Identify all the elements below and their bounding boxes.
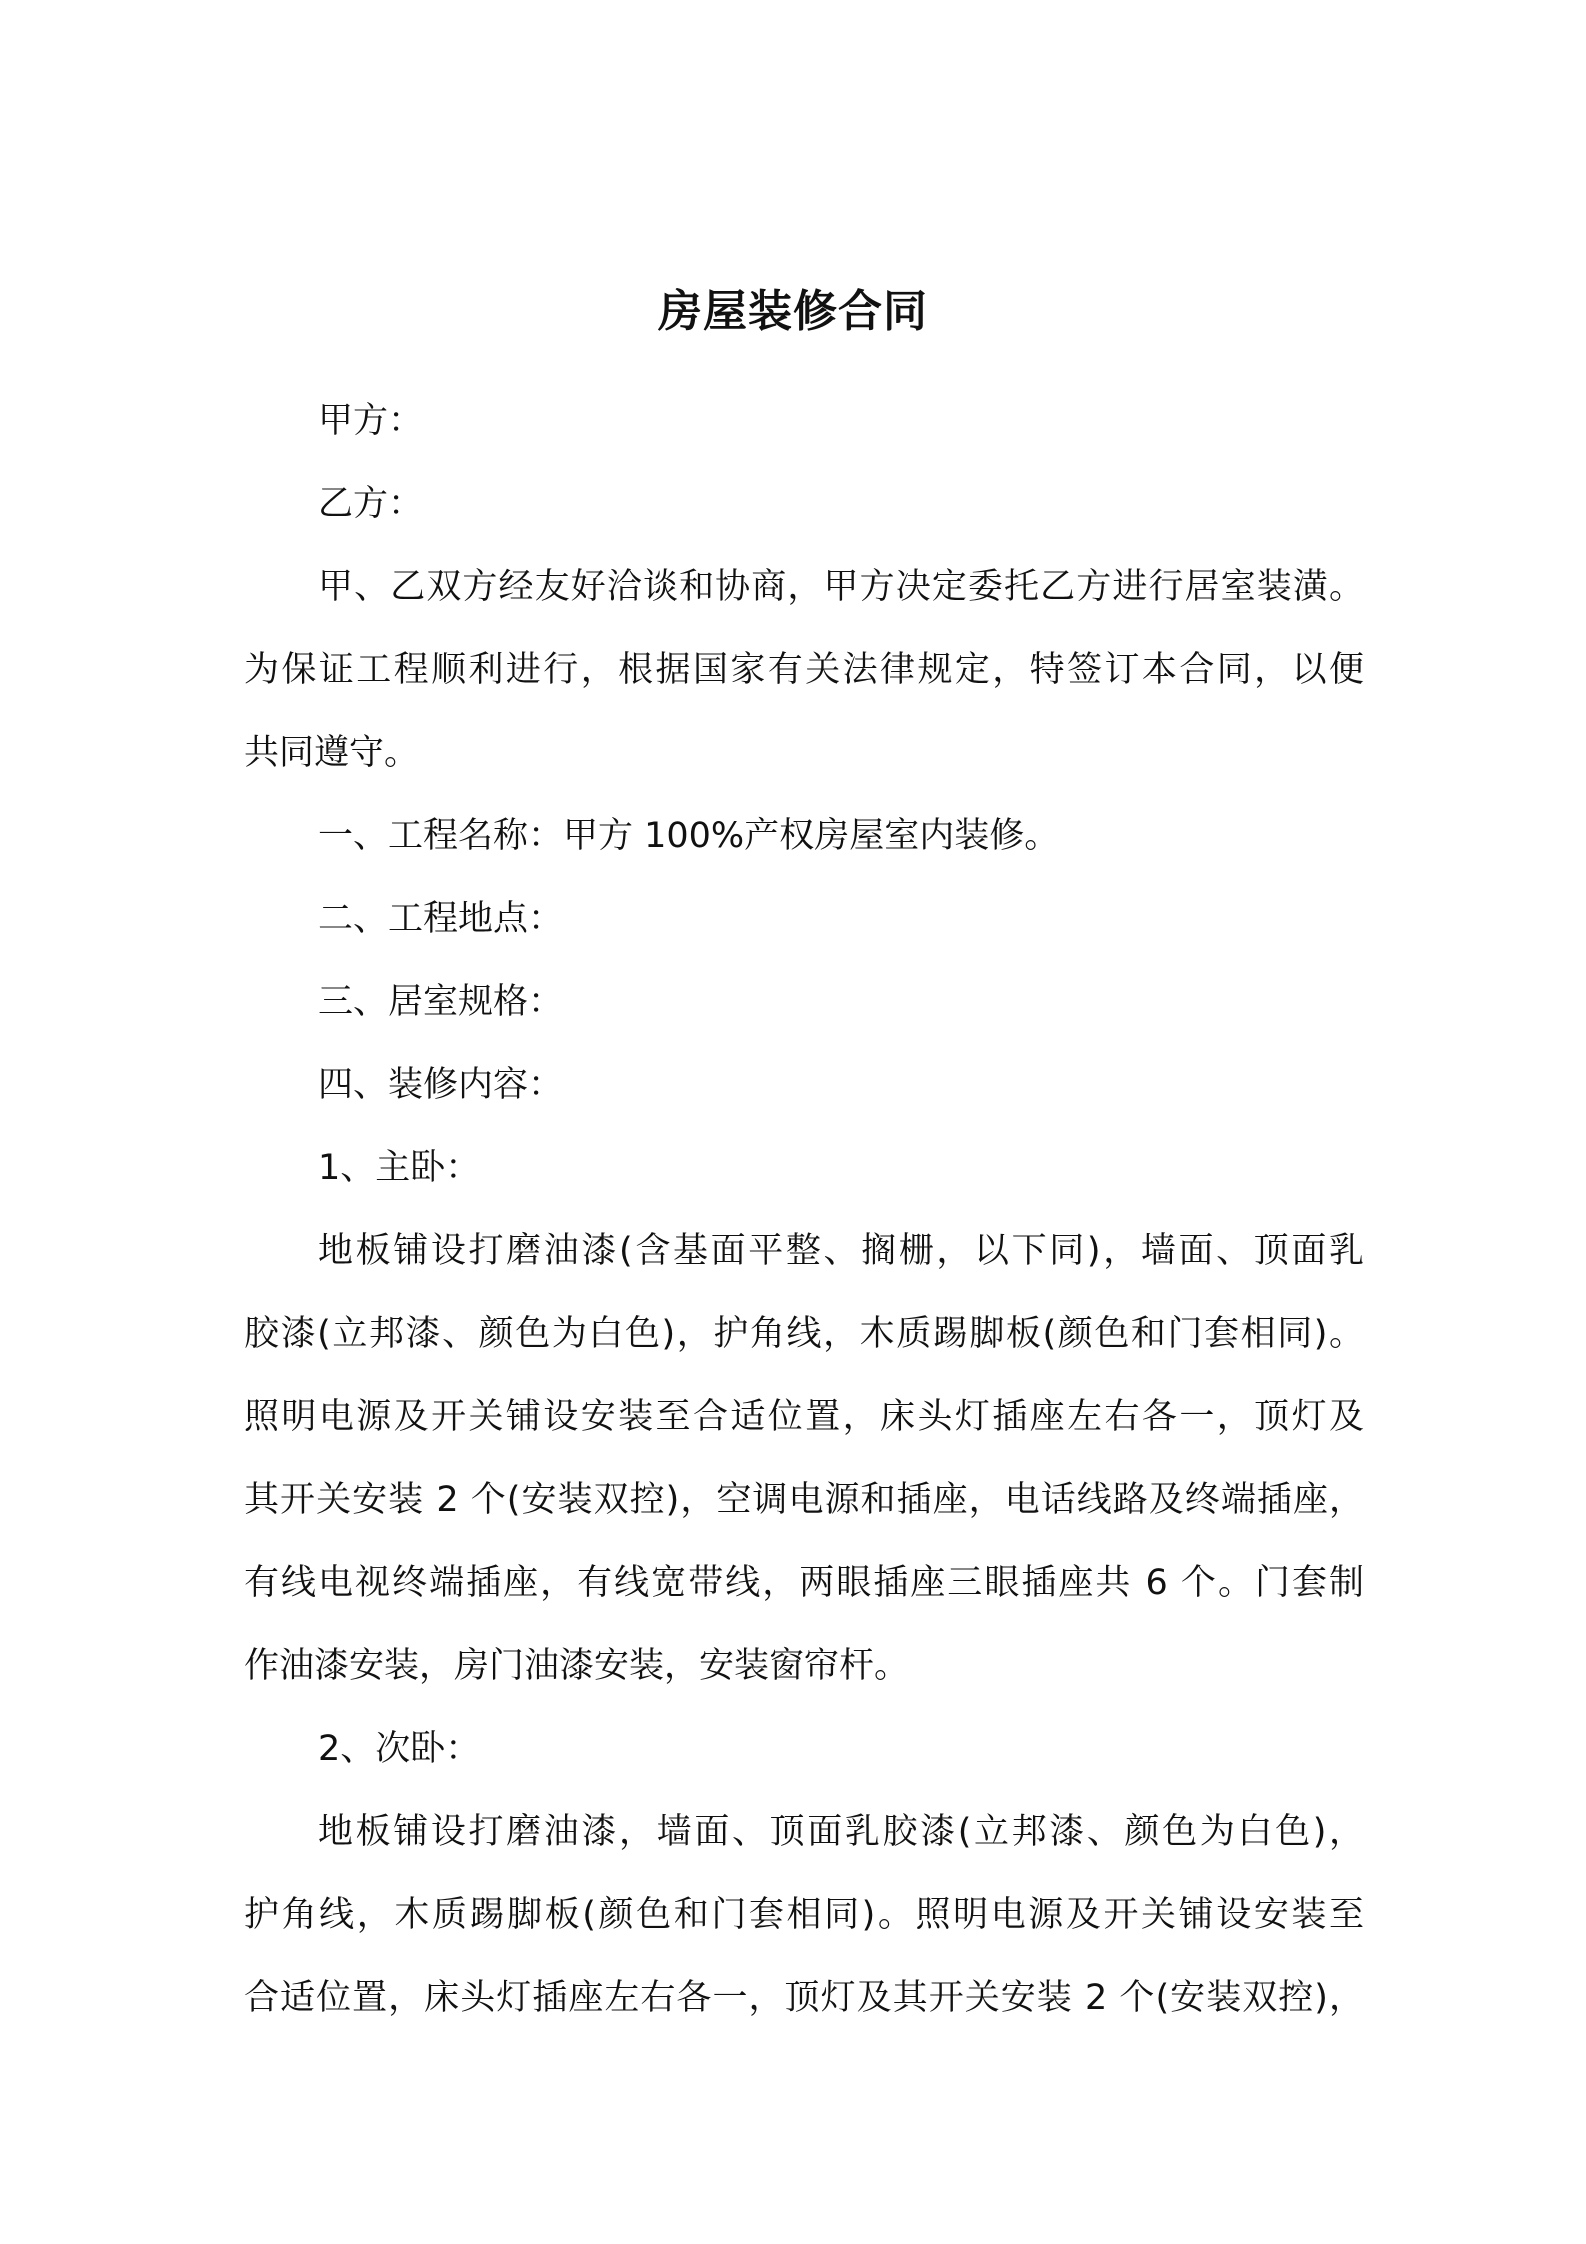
subsection-master-bedroom: 1、主卧： [318,1148,481,1188]
intro-line: 甲、乙双方经友好洽谈和协商，甲方决定委托乙方进行居室装潢。 [318,567,1364,607]
section-decoration-content: 四、装修内容： [318,1065,564,1105]
document-title: 房屋装修合同 [658,286,928,337]
intro-line: 为保证工程顺利进行，根据国家有关法律规定，特签订本合同，以便 [244,650,1364,690]
section-room-spec: 三、居室规格： [318,982,564,1022]
party-a-line: 甲方： [318,401,424,441]
intro-line: 共同遵守。 [244,733,420,773]
master-bedroom-line: 作油漆安装，房门油漆安装，安装窗帘杆。 [244,1646,910,1686]
subsection-second-bedroom: 2、次卧： [318,1729,481,1769]
master-bedroom-line: 地板铺设打磨油漆(含基面平整、搁栅，以下同)，墙面、顶面乳 [318,1231,1364,1271]
master-bedroom-line: 有线电视终端插座，有线宽带线，两眼插座三眼插座共 6 个。门套制 [244,1563,1364,1603]
party-b-line: 乙方： [318,484,424,524]
second-bedroom-line: 地板铺设打磨油漆，墙面、顶面乳胶漆(立邦漆、颜色为白色)， [318,1812,1364,1852]
master-bedroom-line: 其开关安装 2 个(安装双控)，空调电源和插座，电话线路及终端插座， [244,1480,1364,1520]
second-bedroom-line: 合适位置，床头灯插座左右各一，顶灯及其开关安装 2 个(安装双控)， [244,1978,1364,2018]
section-project-location: 二、工程地点： [318,899,564,939]
section-project-name: 一、工程名称：甲方 100%产权房屋室内装修。 [318,816,1060,856]
second-bedroom-line: 护角线，木质踢脚板(颜色和门套相同)。照明电源及开关铺设安装至 [244,1895,1364,1935]
master-bedroom-line: 胶漆(立邦漆、颜色为白色)，护角线，木质踢脚板(颜色和门套相同)。 [244,1314,1364,1354]
master-bedroom-line: 照明电源及开关铺设安装至合适位置，床头灯插座左右各一，顶灯及 [244,1397,1364,1437]
